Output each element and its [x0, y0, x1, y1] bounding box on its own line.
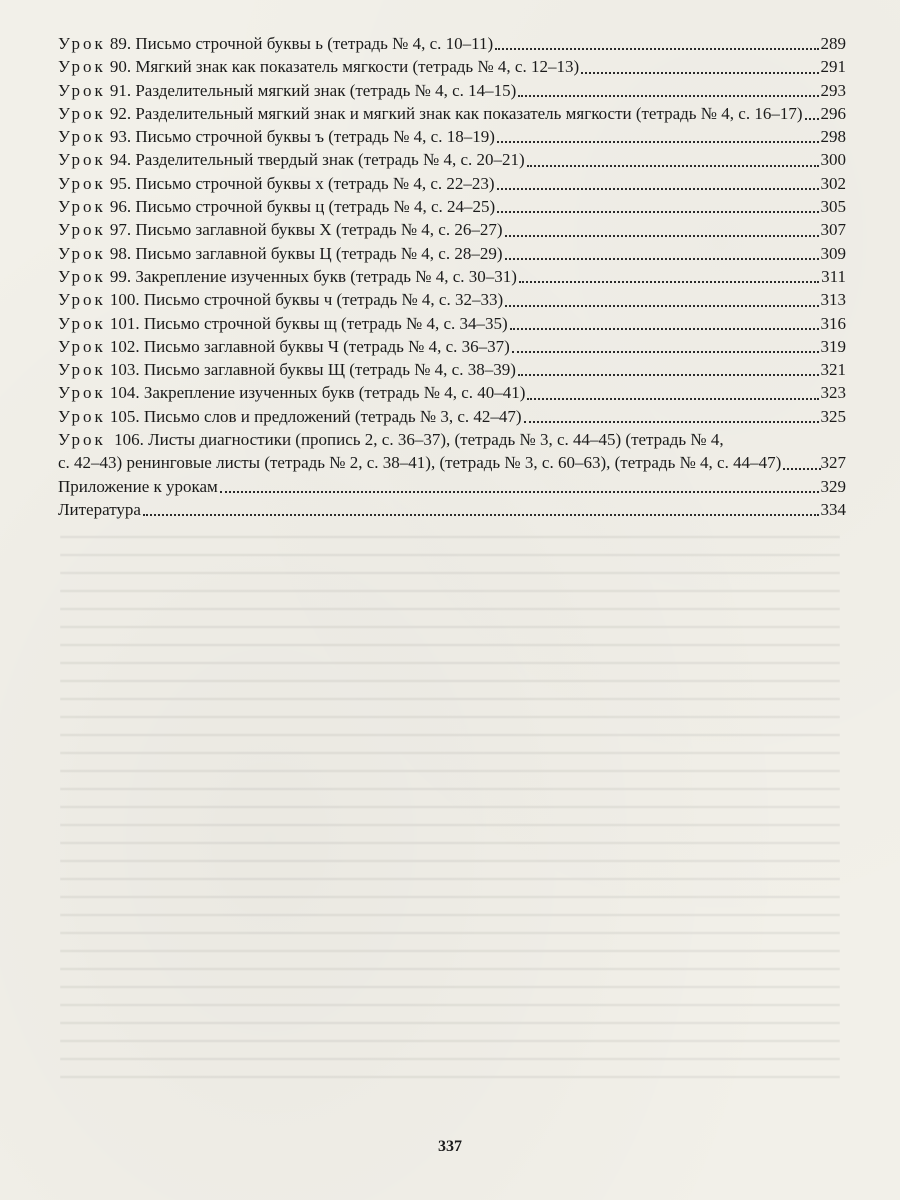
dot-leader: [518, 94, 818, 97]
page-number: 309: [820, 243, 846, 263]
dot-leader: [519, 280, 819, 283]
lesson-word: Урок: [58, 103, 106, 123]
dot-leader: [805, 117, 819, 120]
lesson-title: 98. Письмо заглавной буквы Ц (тетрадь № 4, с. 28–29): [109, 243, 503, 263]
toc-entry-lesson: [58, 288, 846, 311]
toc-entry-lesson: [58, 242, 846, 265]
lesson-word: Урок: [58, 80, 106, 100]
dot-leader: [527, 397, 818, 400]
lesson-word: Урок: [58, 430, 106, 450]
toc-entry-lesson: [58, 335, 846, 358]
toc-entry-lesson: [58, 358, 846, 381]
lesson-title: 105. Письмо слов и предложений (тетрадь № 3, с. 42–47): [109, 406, 522, 426]
toc-entry-lesson: [58, 381, 846, 404]
page-number: 334: [820, 499, 846, 519]
page-number: 325: [820, 406, 846, 426]
lesson-title: 93. Письмо строчной буквы ъ (тетрадь № 4, с. 18–19): [109, 127, 495, 147]
lesson-word: Урок: [58, 406, 106, 426]
lesson-title: 91. Разделительный мягкий знак (тетрадь № 4, с. 14–15): [109, 80, 517, 100]
entry-title: [58, 79, 516, 102]
dot-leader: [497, 187, 819, 190]
lesson-word: Урок: [58, 336, 106, 356]
dot-leader: [497, 140, 819, 143]
entry-title: [58, 102, 803, 125]
page-number: 319: [820, 336, 846, 356]
lesson-word: Урок: [58, 150, 106, 170]
page-number: 300: [820, 150, 846, 170]
page-number: 305: [820, 197, 846, 217]
toc-entry-lesson-106: [58, 428, 846, 475]
entry-title: [58, 195, 495, 218]
page-number: 298: [820, 127, 846, 147]
toc-entry-lesson: [58, 265, 846, 288]
page-number: 307: [820, 220, 846, 240]
page-footer-number: 337: [438, 1138, 462, 1155]
dot-leader: [495, 47, 818, 50]
page-number: 311: [821, 266, 846, 286]
lesson-title: 100. Письмо строчной буквы ч (тетрадь № 4, с. 32–33): [109, 290, 504, 310]
page-number: 327: [820, 453, 846, 473]
table-of-contents: [58, 32, 846, 521]
lesson-word: Урок: [58, 197, 106, 217]
toc-entry-lesson: [58, 195, 846, 218]
dot-leader: [143, 513, 819, 516]
lesson-title: 101. Письмо строчной буквы щ (тетрадь № 4, с. 34–35): [109, 313, 508, 333]
dot-leader: [783, 467, 820, 470]
entry-title: [58, 218, 503, 241]
lesson-title: 92. Разделительный мягкий знак и мягкий знак как показатель мягкости (тетрадь № 4, с. 16–17): [109, 103, 803, 123]
lesson-title: 103. Письмо заглавной буквы Щ (тетрадь № 4, с. 38–39): [109, 360, 516, 380]
lesson-word: Урок: [58, 360, 106, 380]
lesson-title: 95. Письмо строчной буквы х (тетрадь № 4, с. 22–23): [109, 173, 495, 193]
dot-leader: [527, 164, 819, 167]
lesson-title: 104. Закрепление изученных букв (тетрадь № 4, с. 40–41): [109, 383, 526, 403]
lesson-word: Урок: [58, 313, 106, 333]
entry-title: [58, 148, 525, 171]
entry-title: [58, 172, 495, 195]
entry-title: [58, 288, 503, 311]
lesson-title: 97. Письмо заглавной буквы Х (тетрадь № 4, с. 26–27): [109, 220, 503, 240]
entry-title: [58, 358, 516, 381]
lesson-title: 90. Мягкий знак как показатель мягкости (тетрадь № 4, с. 12–13): [109, 57, 580, 77]
toc-entry-lesson: [58, 148, 846, 171]
lesson-title: 102. Письмо заглавной буквы Ч (тетрадь № 4, с. 36–37): [109, 336, 510, 356]
page-number: 313: [820, 290, 846, 310]
lesson-title-line-1: 106. Листы диагностики (пропись 2, с. 36–37), (тетрадь № 3, с. 44–45) (тетрадь № 4,: [114, 430, 724, 450]
entry-title: [58, 55, 579, 78]
entry-title: [58, 381, 525, 404]
dot-leader: [524, 420, 819, 423]
entry-title: [58, 242, 503, 265]
entry-title: [58, 335, 510, 358]
lesson-word: Урок: [58, 34, 106, 53]
lesson-title: 89. Письмо строчной буквы ь (тетрадь № 4, с. 10–11): [109, 34, 494, 53]
dot-leader: [497, 210, 818, 213]
page-number: 302: [820, 173, 846, 193]
lesson-word: Урок: [58, 57, 106, 77]
page-number: 291: [820, 57, 846, 77]
toc-entry-lesson: [58, 55, 846, 78]
toc-entry-lesson: [58, 172, 846, 195]
toc-entry-lesson: [58, 102, 846, 125]
page-number: 289: [820, 34, 846, 53]
lesson-title: 99. Закрепление изученных букв (тетрадь № 4, с. 30–31): [109, 266, 517, 286]
lesson-word: Урок: [58, 127, 106, 147]
entry-title: [58, 265, 517, 288]
page-number: 321: [820, 360, 846, 380]
dot-leader: [505, 234, 819, 237]
lesson-word: Урок: [58, 290, 106, 310]
toc-entry-lesson: [58, 405, 846, 428]
toc-entry-lesson: [58, 79, 846, 102]
dot-leader: [581, 71, 818, 74]
toc-entry-literature: [58, 498, 846, 521]
page-number: 329: [820, 476, 846, 496]
entry-title: [58, 312, 508, 335]
lesson-list: [58, 32, 846, 428]
lesson-title: 94. Разделительный твердый знак (тетрадь № 4, с. 20–21): [109, 150, 525, 170]
dot-leader: [512, 350, 819, 353]
page-number: 316: [820, 313, 846, 333]
toc-entry-appendix: [58, 475, 846, 498]
dot-leader: [518, 373, 819, 376]
entry-title: [58, 32, 493, 55]
bleed-through-texture: [60, 520, 840, 1080]
lesson-word: Урок: [58, 266, 106, 286]
toc-entry-lesson: [58, 218, 846, 241]
entry-title: [58, 405, 522, 428]
lesson-word: Урок: [58, 220, 106, 240]
page-number: 293: [820, 80, 846, 100]
lesson-word: Урок: [58, 243, 106, 263]
lesson-word: Урок: [58, 173, 106, 193]
page-number: 296: [820, 103, 846, 123]
toc-entry-lesson: [58, 125, 846, 148]
dot-leader: [510, 327, 819, 330]
entry-title: [58, 125, 495, 148]
entry-title: Приложение к урокам: [58, 476, 218, 496]
dot-leader: [505, 257, 819, 260]
dot-leader: [505, 304, 818, 307]
page-number: 323: [820, 383, 846, 403]
entry-title: Литература: [58, 499, 141, 519]
toc-entry-lesson: [58, 32, 846, 55]
lesson-word: Урок: [58, 383, 106, 403]
lesson-title-line-2: с. 42–43) ренинговые листы (тетрадь № 2, с. 38–41), (тетрадь № 3, с. 60–63), (тетрадь № 4, с. 44–47): [58, 453, 782, 473]
toc-entry-lesson: [58, 312, 846, 335]
dot-leader: [220, 490, 819, 493]
lesson-title: 96. Письмо строчной буквы ц (тетрадь № 4, с. 24–25): [109, 197, 496, 217]
